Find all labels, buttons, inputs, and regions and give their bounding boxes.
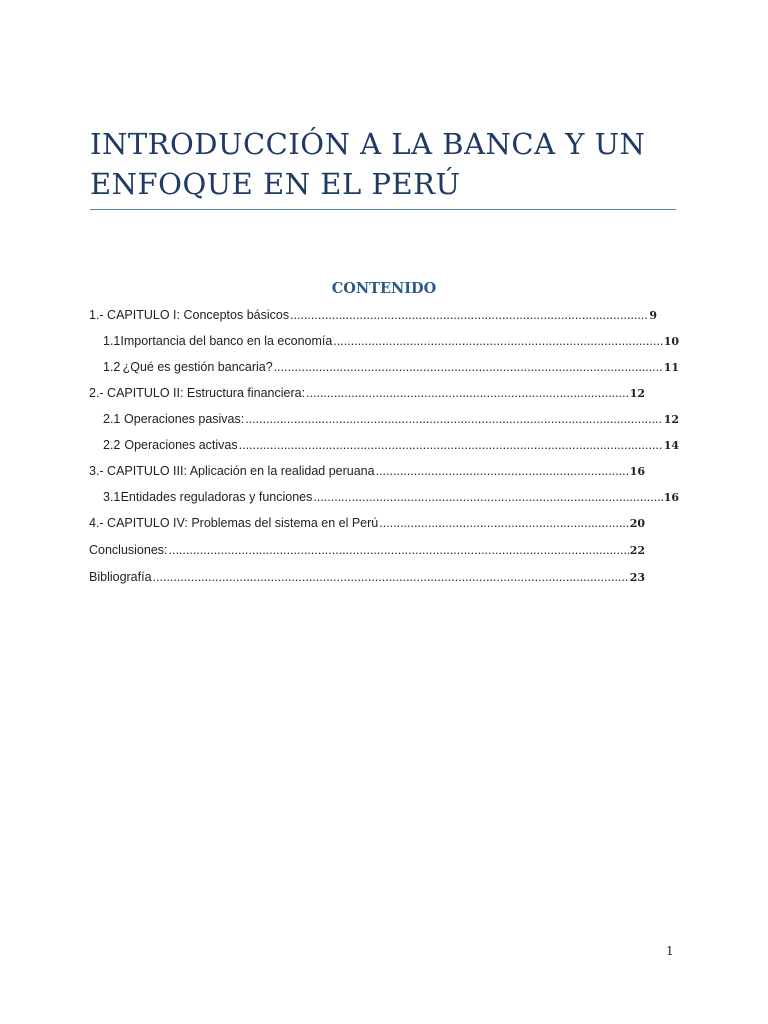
toc-dot-leader (274, 354, 663, 380)
toc-entry-text: 3.- CAPITULO III: Aplicación en la realidad peruana (89, 464, 375, 478)
toc-entry-page: 11 (663, 361, 679, 374)
toc-entry-chapter-4[interactable] (89, 510, 645, 536)
toc-dot-leader (333, 328, 662, 354)
toc-entry-text: Operaciones activas (124, 438, 238, 452)
document-title-line-1: INTRODUCCIÓN A LA BANCA Y UN (90, 127, 646, 161)
document-title (90, 124, 690, 204)
toc-entry-page: 23 (629, 571, 645, 584)
toc-entry-text: Entidades reguladoras y funciones (120, 490, 313, 504)
toc-dot-leader (376, 458, 629, 484)
toc-heading: CONTENIDO (331, 280, 437, 297)
toc-entry-2-2[interactable] (89, 432, 679, 458)
toc-entry-page: 22 (629, 544, 645, 557)
toc-entry-page: 14 (663, 439, 679, 452)
toc-entry-number: 1.2 (103, 360, 121, 374)
toc-entry-page: 16 (629, 465, 645, 478)
toc-entry-page: 12 (629, 387, 645, 400)
toc-entry-text: Conclusiones: (89, 543, 168, 557)
toc-entry-text: ¿Qué es gestión bancaria? (122, 360, 273, 374)
toc-dot-leader (306, 380, 629, 406)
toc-entry-page: 9 (649, 309, 657, 322)
toc-dot-leader (313, 484, 662, 510)
toc-dot-leader (239, 432, 663, 458)
toc-dot-leader (379, 510, 628, 536)
toc-entry-page: 16 (663, 491, 679, 504)
toc-entry-page: 10 (663, 335, 679, 348)
toc-entry-text: Importancia del banco en la economía (120, 334, 333, 348)
toc-dot-leader (290, 302, 648, 328)
toc-entry-page: 20 (629, 517, 645, 530)
toc-entry-chapter-2[interactable] (89, 380, 645, 406)
title-underline-rule (90, 209, 676, 210)
toc-entry-number: 2.2 (103, 438, 121, 452)
toc-entry-conclusiones[interactable] (89, 537, 645, 563)
toc-entry-chapter-1[interactable] (89, 302, 657, 328)
toc-entry-text: Bibliografía (89, 570, 152, 584)
page-number: 1 (666, 944, 674, 958)
toc-entry-bibliografia[interactable] (89, 564, 645, 590)
toc-dot-leader (153, 564, 629, 590)
toc-entry-text: 4.- CAPITULO IV: Problemas del sistema en el Perú (89, 516, 379, 530)
toc-dot-leader (245, 406, 662, 432)
toc-dot-leader (169, 537, 629, 563)
toc-entry-text: 1.- CAPITULO I: Conceptos básicos (89, 308, 290, 322)
toc-entry-1-1[interactable] (89, 328, 679, 354)
toc-entry-number: 2.1 (103, 412, 121, 426)
document-title-line-2: ENFOQUE EN EL PERÚ (90, 167, 461, 201)
toc-entry-page: 12 (663, 413, 679, 426)
toc-entry-number: 3.1 (103, 490, 121, 504)
toc-entry-1-2[interactable] (89, 354, 679, 380)
toc-entry-text: Operaciones pasivas: (124, 412, 245, 426)
toc-entry-number: 1.1 (103, 334, 121, 348)
toc-entry-chapter-3[interactable] (89, 458, 645, 484)
toc-entry-text: 2.- CAPITULO II: Estructura financiera: (89, 386, 306, 400)
toc-entry-3-1[interactable] (89, 484, 679, 510)
toc-entry-2-1[interactable] (89, 406, 679, 432)
